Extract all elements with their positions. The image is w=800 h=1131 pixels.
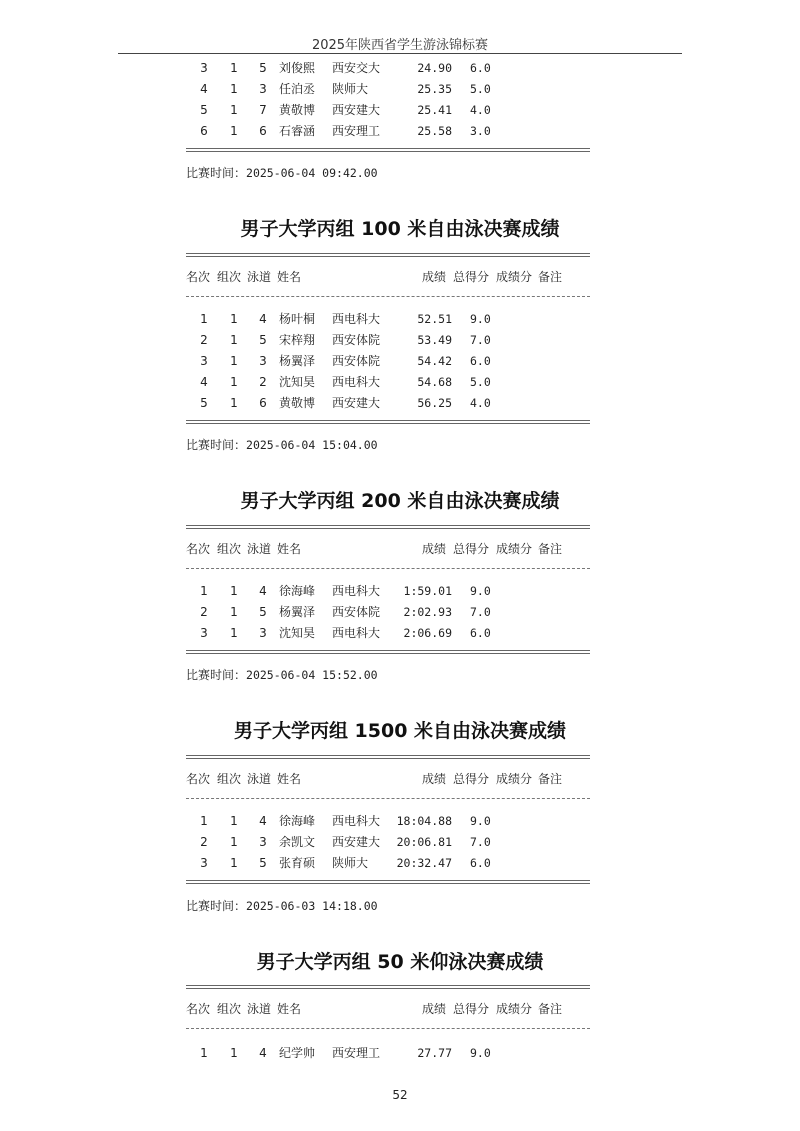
section-title: 男子大学丙组 100 米自由泳决赛成绩 (240, 218, 560, 240)
col-group: 组次 (217, 772, 242, 786)
group: 1 (230, 856, 238, 870)
team: 西电科大 (332, 584, 381, 598)
lane: 4 (259, 584, 267, 598)
result-time: 54.42 (417, 354, 452, 368)
swimmer-name: 沈知昊 (279, 375, 316, 389)
lane: 5 (259, 61, 267, 75)
lane: 5 (259, 333, 267, 347)
team: 西安建大 (332, 103, 381, 117)
match-time (186, 165, 378, 181)
col-time: 成绩 (422, 542, 447, 556)
result-row (186, 373, 606, 391)
team: 西安理工 (332, 124, 381, 138)
team: 西电科大 (332, 312, 381, 326)
result-time: 20:06.81 (396, 835, 452, 849)
swimmer-name: 任泊丞 (279, 82, 316, 96)
lane: 6 (259, 396, 267, 410)
team: 西安体院 (332, 354, 381, 368)
col-lane: 泳道 (247, 1002, 272, 1016)
points: 6.0 (470, 856, 491, 870)
swimmer-name: 徐海峰 (279, 814, 316, 828)
result-time: 52.51 (417, 312, 452, 326)
group: 1 (230, 82, 238, 96)
team: 陕师大 (332, 856, 369, 870)
table-end-rule (186, 880, 590, 884)
result-row (186, 833, 606, 851)
col-time: 成绩 (422, 772, 447, 786)
table-top-rule (186, 525, 590, 529)
col-rank: 名次 (186, 270, 211, 284)
result-time: 53.49 (417, 333, 452, 347)
column-header (186, 268, 606, 286)
col-group: 组次 (217, 270, 242, 284)
group: 1 (230, 124, 238, 138)
col-time: 成绩 (422, 270, 447, 284)
result-row (186, 394, 606, 412)
lane: 4 (259, 312, 267, 326)
rank: 4 (200, 82, 208, 96)
points: 6.0 (470, 61, 491, 75)
swimmer-name: 黄敬博 (279, 103, 316, 117)
match-time-label: 比赛时间： (186, 166, 247, 180)
lane: 5 (259, 856, 267, 870)
points: 5.0 (470, 82, 491, 96)
points: 7.0 (470, 605, 491, 619)
team: 西安交大 (332, 61, 381, 75)
rank: 2 (200, 333, 208, 347)
swimmer-name: 刘俊熙 (279, 61, 316, 75)
table-end-rule (186, 420, 590, 424)
swimmer-name: 杨翼泽 (279, 605, 316, 619)
swimmer-name: 杨翼泽 (279, 354, 316, 368)
team: 西电科大 (332, 375, 381, 389)
swimmer-name: 石睿涵 (279, 124, 316, 138)
team: 西安体院 (332, 333, 381, 347)
group: 1 (230, 103, 238, 117)
result-row (186, 812, 606, 830)
points: 9.0 (470, 584, 491, 598)
team: 西安理工 (332, 1046, 381, 1060)
group: 1 (230, 354, 238, 368)
rank: 3 (200, 626, 208, 640)
match-time (186, 437, 378, 453)
col-group: 组次 (217, 1002, 242, 1016)
points: 9.0 (470, 312, 491, 326)
column-header (186, 540, 606, 558)
col-lane: 泳道 (247, 772, 272, 786)
points: 5.0 (470, 375, 491, 389)
col-score: 成绩分 (496, 542, 533, 556)
column-header (186, 1000, 606, 1018)
col-time: 成绩 (422, 1002, 447, 1016)
result-time: 25.35 (417, 82, 452, 96)
match-time-value: 2025-06-04 15:04.00 (246, 438, 378, 452)
match-time-value: 2025-06-04 15:52.00 (246, 668, 378, 682)
header-rule (186, 798, 590, 799)
result-time: 24.90 (417, 61, 452, 75)
result-row (186, 582, 606, 600)
group: 1 (230, 396, 238, 410)
points: 9.0 (470, 1046, 491, 1060)
lane: 7 (259, 103, 267, 117)
result-row (186, 310, 606, 328)
col-group: 组次 (217, 542, 242, 556)
col-name: 姓名 (277, 542, 302, 556)
lane: 2 (259, 375, 267, 389)
result-time: 2:02.93 (403, 605, 452, 619)
swimmer-name: 黄敬博 (279, 396, 316, 410)
rank: 5 (200, 103, 208, 117)
lane: 4 (259, 814, 267, 828)
rank: 6 (200, 124, 208, 138)
rank: 2 (200, 835, 208, 849)
team: 西安体院 (332, 605, 381, 619)
result-time: 1:59.01 (403, 584, 452, 598)
col-score: 成绩分 (496, 1002, 533, 1016)
page-header: 2025年陕西省学生游泳锦标赛 (311, 38, 489, 53)
points: 4.0 (470, 396, 491, 410)
lane: 3 (259, 354, 267, 368)
team: 陕师大 (332, 82, 369, 96)
result-row (186, 854, 606, 872)
section-title: 男子大学丙组 50 米仰泳决赛成绩 (256, 951, 544, 973)
header-divider (118, 53, 682, 54)
team: 西电科大 (332, 626, 381, 640)
rank: 3 (200, 856, 208, 870)
col-total: 总得分 (453, 772, 490, 786)
match-time-value: 2025-06-04 09:42.00 (246, 166, 378, 180)
col-name: 姓名 (277, 270, 302, 284)
swimmer-name: 纪学帅 (279, 1046, 316, 1060)
col-name: 姓名 (277, 772, 302, 786)
result-row (186, 101, 606, 119)
col-name: 姓名 (277, 1002, 302, 1016)
swimmer-name: 宋梓翔 (279, 333, 316, 347)
section-title: 男子大学丙组 1500 米自由泳决赛成绩 (233, 720, 567, 742)
group: 1 (230, 61, 238, 75)
result-time: 56.25 (417, 396, 452, 410)
group: 1 (230, 333, 238, 347)
col-rank: 名次 (186, 1002, 211, 1016)
result-row (186, 352, 606, 370)
col-note: 备注 (538, 542, 563, 556)
rank: 4 (200, 375, 208, 389)
match-time-value: 2025-06-03 14:18.00 (246, 899, 378, 913)
rank: 1 (200, 312, 208, 326)
result-row (186, 1044, 606, 1062)
col-total: 总得分 (453, 542, 490, 556)
result-time: 27.77 (417, 1046, 452, 1060)
header-rule (186, 1028, 590, 1029)
points: 6.0 (470, 626, 491, 640)
rank: 3 (200, 354, 208, 368)
match-time (186, 667, 378, 683)
table-end-rule (186, 650, 590, 654)
rank: 5 (200, 396, 208, 410)
group: 1 (230, 584, 238, 598)
col-score: 成绩分 (496, 772, 533, 786)
result-row (186, 624, 606, 642)
points: 4.0 (470, 103, 491, 117)
points: 7.0 (470, 835, 491, 849)
result-row (186, 80, 606, 98)
match-time-label: 比赛时间： (186, 668, 247, 682)
group: 1 (230, 375, 238, 389)
group: 1 (230, 835, 238, 849)
result-time: 25.41 (417, 103, 452, 117)
col-rank: 名次 (186, 542, 211, 556)
col-total: 总得分 (453, 1002, 490, 1016)
result-time: 2:06.69 (403, 626, 452, 640)
col-note: 备注 (538, 772, 563, 786)
header-rule (186, 296, 590, 297)
result-row (186, 122, 606, 140)
table-top-rule (186, 985, 590, 989)
swimmer-name: 张育硕 (279, 856, 316, 870)
match-time-label: 比赛时间： (186, 899, 247, 913)
rank: 1 (200, 814, 208, 828)
col-rank: 名次 (186, 772, 211, 786)
lane: 6 (259, 124, 267, 138)
result-row (186, 603, 606, 621)
points: 9.0 (470, 814, 491, 828)
rank: 3 (200, 61, 208, 75)
match-time (186, 898, 378, 914)
rank: 1 (200, 584, 208, 598)
group: 1 (230, 312, 238, 326)
swimmer-name: 余凯文 (279, 835, 316, 849)
header-rule (186, 568, 590, 569)
points: 3.0 (470, 124, 491, 138)
section-title: 男子大学丙组 200 米自由泳决赛成绩 (240, 490, 560, 512)
col-note: 备注 (538, 270, 563, 284)
result-row (186, 331, 606, 349)
swimmer-name: 沈知昊 (279, 626, 316, 640)
team: 西电科大 (332, 814, 381, 828)
col-note: 备注 (538, 1002, 563, 1016)
rank: 1 (200, 1046, 208, 1060)
result-time: 18:04.88 (396, 814, 452, 828)
table-top-rule (186, 253, 590, 257)
points: 7.0 (470, 333, 491, 347)
group: 1 (230, 814, 238, 828)
col-total: 总得分 (453, 270, 490, 284)
result-time: 20:32.47 (396, 856, 452, 870)
lane: 3 (259, 626, 267, 640)
result-time: 25.58 (417, 124, 452, 138)
group: 1 (230, 605, 238, 619)
result-row (186, 59, 606, 77)
lane: 3 (259, 82, 267, 96)
swimmer-name: 杨叶桐 (279, 312, 316, 326)
col-lane: 泳道 (247, 542, 272, 556)
team: 西安建大 (332, 396, 381, 410)
rank: 2 (200, 605, 208, 619)
lane: 3 (259, 835, 267, 849)
lane: 4 (259, 1046, 267, 1060)
column-header (186, 770, 606, 788)
match-time-label: 比赛时间： (186, 438, 247, 452)
points: 6.0 (470, 354, 491, 368)
group: 1 (230, 626, 238, 640)
result-time: 54.68 (417, 375, 452, 389)
col-score: 成绩分 (496, 270, 533, 284)
page-number: 52 (392, 1088, 408, 1102)
table-end-rule (186, 148, 590, 152)
group: 1 (230, 1046, 238, 1060)
col-lane: 泳道 (247, 270, 272, 284)
lane: 5 (259, 605, 267, 619)
table-top-rule (186, 755, 590, 759)
swimmer-name: 徐海峰 (279, 584, 316, 598)
team: 西安建大 (332, 835, 381, 849)
